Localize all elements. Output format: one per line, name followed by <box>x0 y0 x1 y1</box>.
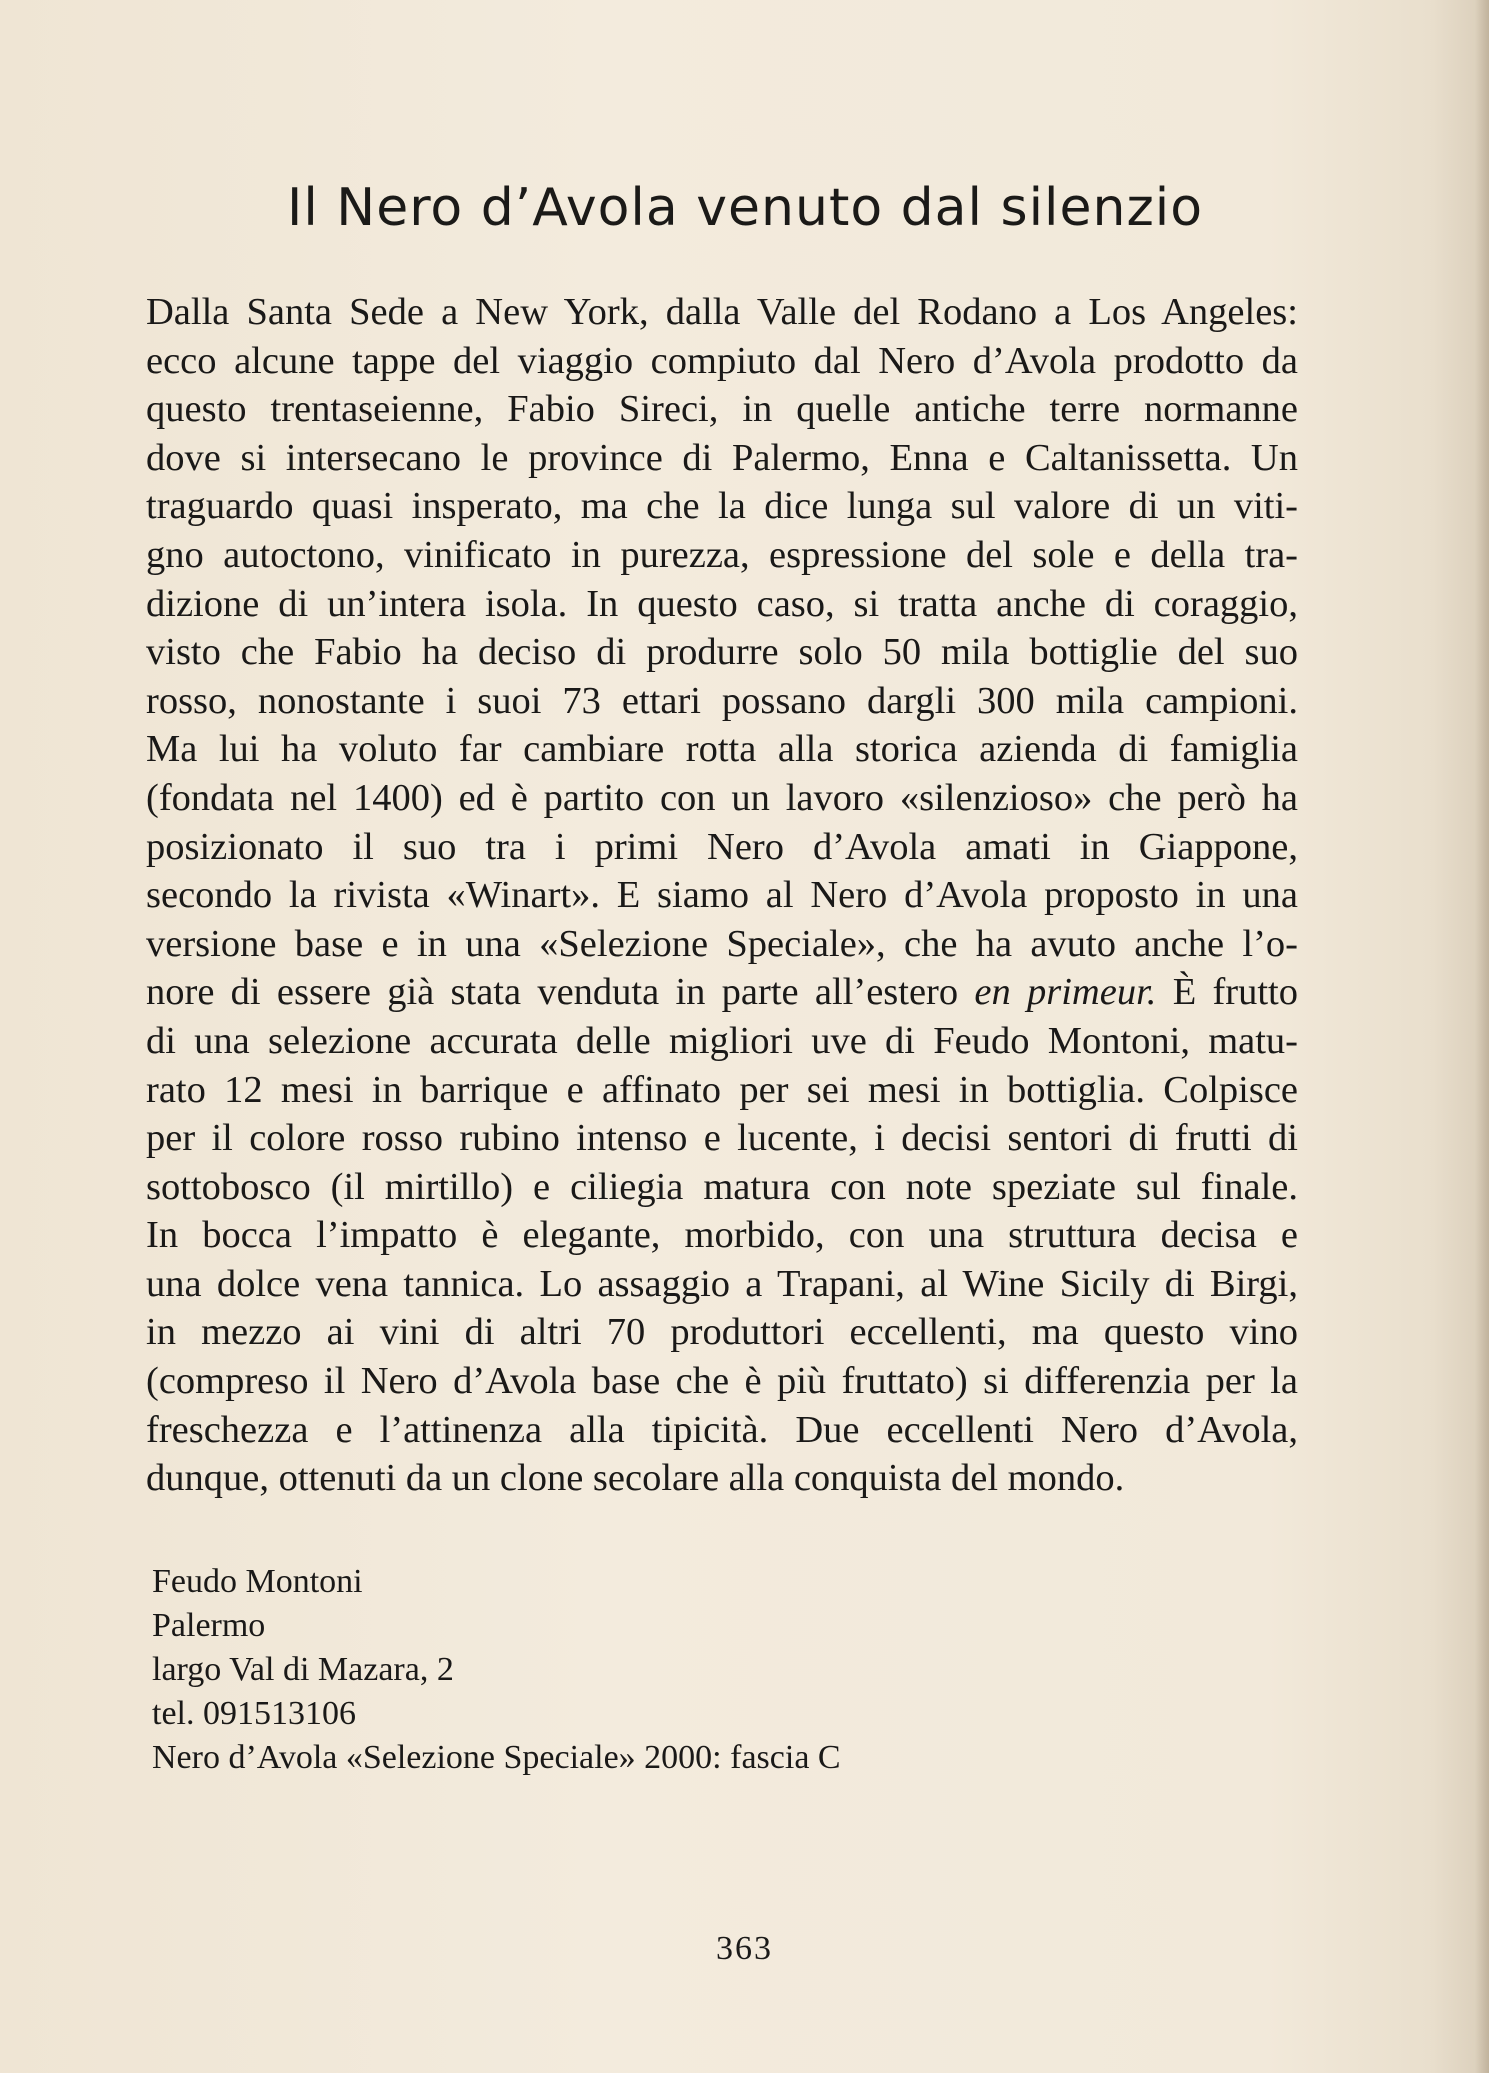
body-line: posizionato il suo tra i primi Nero d’Avola amati in Giappone, <box>146 825 1298 868</box>
article-title: Il Nero d’Avola venuto dal silenzio <box>286 178 1204 238</box>
body-line: in mezzo ai vini di altri 70 produttori eccellenti, ma questo vino <box>146 1311 1298 1354</box>
body-line: una dolce vena tannica. Lo assaggio a Trapani, al Wine Sicily di Birgi, <box>146 1262 1298 1305</box>
producer-address: largo Val di Mazara, 2 <box>152 1651 454 1688</box>
body-line: visto che Fabio ha deciso di produrre solo 50 mila bottiglie del suo <box>146 631 1298 674</box>
producer-wine: Nero d’Avola «Selezione Speciale» 2000: fascia C <box>152 1739 841 1776</box>
body-line-with-italic <box>146 968 1298 1017</box>
page-number: 363 <box>716 1930 773 1967</box>
body-line: dizione di un’intera isola. In questo caso, si tratta anche di coraggio, <box>146 582 1298 625</box>
article-body <box>146 288 1298 1503</box>
page-edge-shadow <box>1475 0 1489 2073</box>
body-line: per il colore rosso rubino intenso e lucente, i decisi sentori di frutti di <box>146 1117 1298 1160</box>
body-line: gno autoctono, vinificato in purezza, espressione del sole e della tra- <box>146 533 1298 576</box>
producer-phone: tel. 091513106 <box>152 1695 356 1732</box>
body-line: versione base e in una «Selezione Speciale», che ha avuto anche l’o- <box>146 922 1298 965</box>
body-line: traguardo quasi insperato, ma che la dice lunga sul valore di un viti- <box>146 485 1298 528</box>
body-line: Ma lui ha voluto far cambiare rotta alla storica azienda di famiglia <box>146 728 1298 771</box>
body-line: freschezza e l’attinenza alla tipicità. Due eccellenti Nero d’Avola, <box>146 1408 1298 1451</box>
body-line: ecco alcune tappe del viaggio compiuto dal Nero d’Avola prodotto da <box>146 339 1298 382</box>
body-line-start: nore di essere già stata venduta in parte all’estero <box>146 971 975 1014</box>
producer-info <box>152 1560 841 1780</box>
producer-city: Palermo <box>152 1607 266 1644</box>
body-line: secondo la rivista «Winart». E siamo al Nero d’Avola proposto in una <box>146 874 1298 917</box>
body-line: In bocca l’impatto è elegante, morbido, con una struttura decisa e <box>146 1214 1298 1257</box>
body-line: sottobosco (il mirtillo) e ciliegia matura con note speziate sul finale. <box>146 1165 1298 1208</box>
body-line: questo trentaseienne, Fabio Sireci, in quelle antiche terre normanne <box>146 388 1298 431</box>
italic-phrase: en primeur. <box>974 971 1157 1014</box>
producer-name: Feudo Montoni <box>152 1563 363 1600</box>
body-line-end: È frutto <box>1156 971 1299 1014</box>
body-line: dove si intersecano le province di Palermo, Enna e Caltanissetta. Un <box>146 436 1298 479</box>
body-line: dunque, ottenuti da un clone secolare alla conquista del mondo. <box>146 1457 1125 1500</box>
body-line: (fondata nel 1400) ed è partito con un lavoro «silenzioso» che però ha <box>146 776 1298 819</box>
body-line: di una selezione accurata delle migliori uve di Feudo Montoni, matu- <box>146 1019 1298 1062</box>
body-line: rosso, nonostante i suoi 73 ettari possano dargli 300 mila campioni. <box>146 679 1298 722</box>
body-line: rato 12 mesi in barrique e affinato per sei mesi in bottiglia. Colpisce <box>146 1068 1298 1111</box>
body-line: (compreso il Nero d’Avola base che è più fruttato) si differenzia per la <box>146 1360 1298 1403</box>
body-line: Dalla Santa Sede a New York, dalla Valle del Rodano a Los Angeles: <box>146 291 1298 333</box>
